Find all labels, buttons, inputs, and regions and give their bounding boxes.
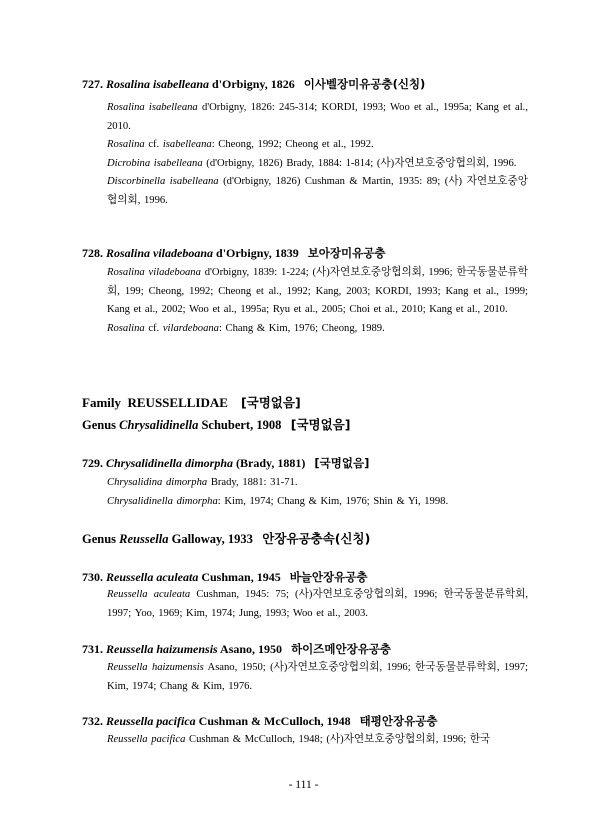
citation: Rosalina viladeboana d'Orbigny, 1839: 1-224; (사)자연보호중앙협의회, 1996; 한국동물분류학회, 199; Cheong, 1992; Cheong et al., 1992; Kang, 2003; KORDI, 1993; Kang et al., 1999; Kang et al., 2002; Woo et al., 1995a; Ryu et al., 2005; Choi et al., 2010; Kang et al., 2010. xyxy=(107,267,529,315)
entry-heading-729 xyxy=(82,454,537,472)
genus-author: Schubert, 1908 xyxy=(201,418,282,432)
family-name: REUSSELLIDAE xyxy=(127,395,228,410)
species-author: d'Orbigny, 1826 xyxy=(212,77,295,91)
citation-list-731 xyxy=(107,659,528,696)
species-author: Cushman, 1945 xyxy=(201,570,281,584)
korean-name: [국명없음] xyxy=(314,456,370,470)
entry-heading-727 xyxy=(82,75,537,93)
korean-name: 바늘안장유공충 xyxy=(289,570,368,584)
citation: Discorbinella isabelleana (d'Orbigny, 1826) Cushman & Martin, 1935: 89; (사) 자연보호중앙협의회, 1996. xyxy=(107,176,528,206)
species-name: Rosalina viladeboana xyxy=(106,246,214,260)
entry-number: 730. xyxy=(82,570,103,584)
entry-heading-731 xyxy=(82,640,537,658)
korean-name: [국명없음] xyxy=(240,395,301,410)
korean-name: 보아장미유공충 xyxy=(307,246,386,260)
citation: Reussella aculeata Cushman, 1945: 75; (사)자연보호중앙협의회, 1996; 한국동물분류학회, 1997; Yoo, 1969; Kim, 1974; Jung, 1993; Woo et al., 2003. xyxy=(107,589,528,619)
entry-number: 729. xyxy=(82,456,103,470)
species-author: d'Orbigny, 1839 xyxy=(216,246,299,260)
citation: Chrysalidina dimorpha Brady, 1881: 31-71. xyxy=(107,477,298,488)
citation: Rosalina cf. vilardeboana: Chang & Kim, 1976; Cheong, 1989. xyxy=(107,322,385,334)
species-name: Rosalina isabelleana xyxy=(106,77,210,91)
genus-heading-chrysalidinella: Genus Chrysalidinella Schubert, 1908 [국명없음] xyxy=(82,417,351,432)
genus-heading-reussella: Genus Reussella Galloway, 1933 안장유공충속(신칭) xyxy=(82,531,371,546)
entry-number: 732. xyxy=(82,714,103,728)
citation-list-730 xyxy=(107,586,528,623)
citation-list-728 xyxy=(107,264,528,338)
korean-name: [국명없음] xyxy=(290,417,351,432)
genus-author: Galloway, 1933 xyxy=(171,532,253,546)
genus-name: Reussella xyxy=(119,532,169,546)
korean-name: 이사벨장미유공충(신칭) xyxy=(303,77,426,91)
species-author: (Brady, 1881) xyxy=(236,456,306,470)
species-author: Asano, 1950 xyxy=(220,642,283,656)
citation: Rosalina cf. isabelleana: Cheong, 1992; Cheong et al., 1992. xyxy=(107,139,374,150)
korean-name: 하이즈메안장유공충 xyxy=(291,642,392,656)
citation: Reussella haizumensis Asano, 1950; (사)자연보호중앙협의회, 1996; 한국동물분류학회, 1997; Kim, 1974; Chang & Kim, 1976. xyxy=(107,662,528,692)
korean-name: 태평안장유공충 xyxy=(359,714,438,728)
page-number: - 111 - xyxy=(288,779,319,791)
entry-heading-728 xyxy=(82,244,537,262)
citation-list-729 xyxy=(107,474,528,511)
citation: Chrysalidinella dimorpha: Kim, 1974; Chang & Kim, 1976; Shin & Yi, 1998. xyxy=(107,495,449,507)
species-name: Reussella pacifica xyxy=(106,714,196,728)
entry-number: 731. xyxy=(82,642,103,656)
citation-list-732 xyxy=(107,731,528,750)
entry-heading-730 xyxy=(82,568,537,586)
species-name: Reussella haizumensis xyxy=(106,642,218,656)
entry-number: 728. xyxy=(82,246,103,260)
citation-list-727 xyxy=(107,99,528,210)
entry-number: 727. xyxy=(82,77,103,91)
entry-heading-732 xyxy=(82,712,537,730)
citation: Dicrobina isabelleana (d'Orbigny, 1826) Brady, 1884: 1-814; (사)자연보호중앙협의회, 1996. xyxy=(107,157,517,169)
species-author: Cushman & McCulloch, 1948 xyxy=(198,714,351,728)
citation: Rosalina isabelleana d'Orbigny, 1826: 245-314; KORDI, 1993; Woo et al., 1995a; Kang et al., 2010. xyxy=(107,102,528,132)
species-name: Reussella aculeata xyxy=(106,570,199,584)
species-name: Chrysalidinella dimorpha xyxy=(106,456,234,470)
citation: Reussella pacifica Cushman & McCulloch, 1948; (사)자연보호중앙협의회, 1996; 한국 xyxy=(107,734,491,745)
family-heading: Family REUSSELLIDAE [국명없음] xyxy=(82,395,301,410)
genus-name: Chrysalidinella xyxy=(119,418,199,432)
korean-name: 안장유공충속(신칭) xyxy=(262,531,371,546)
